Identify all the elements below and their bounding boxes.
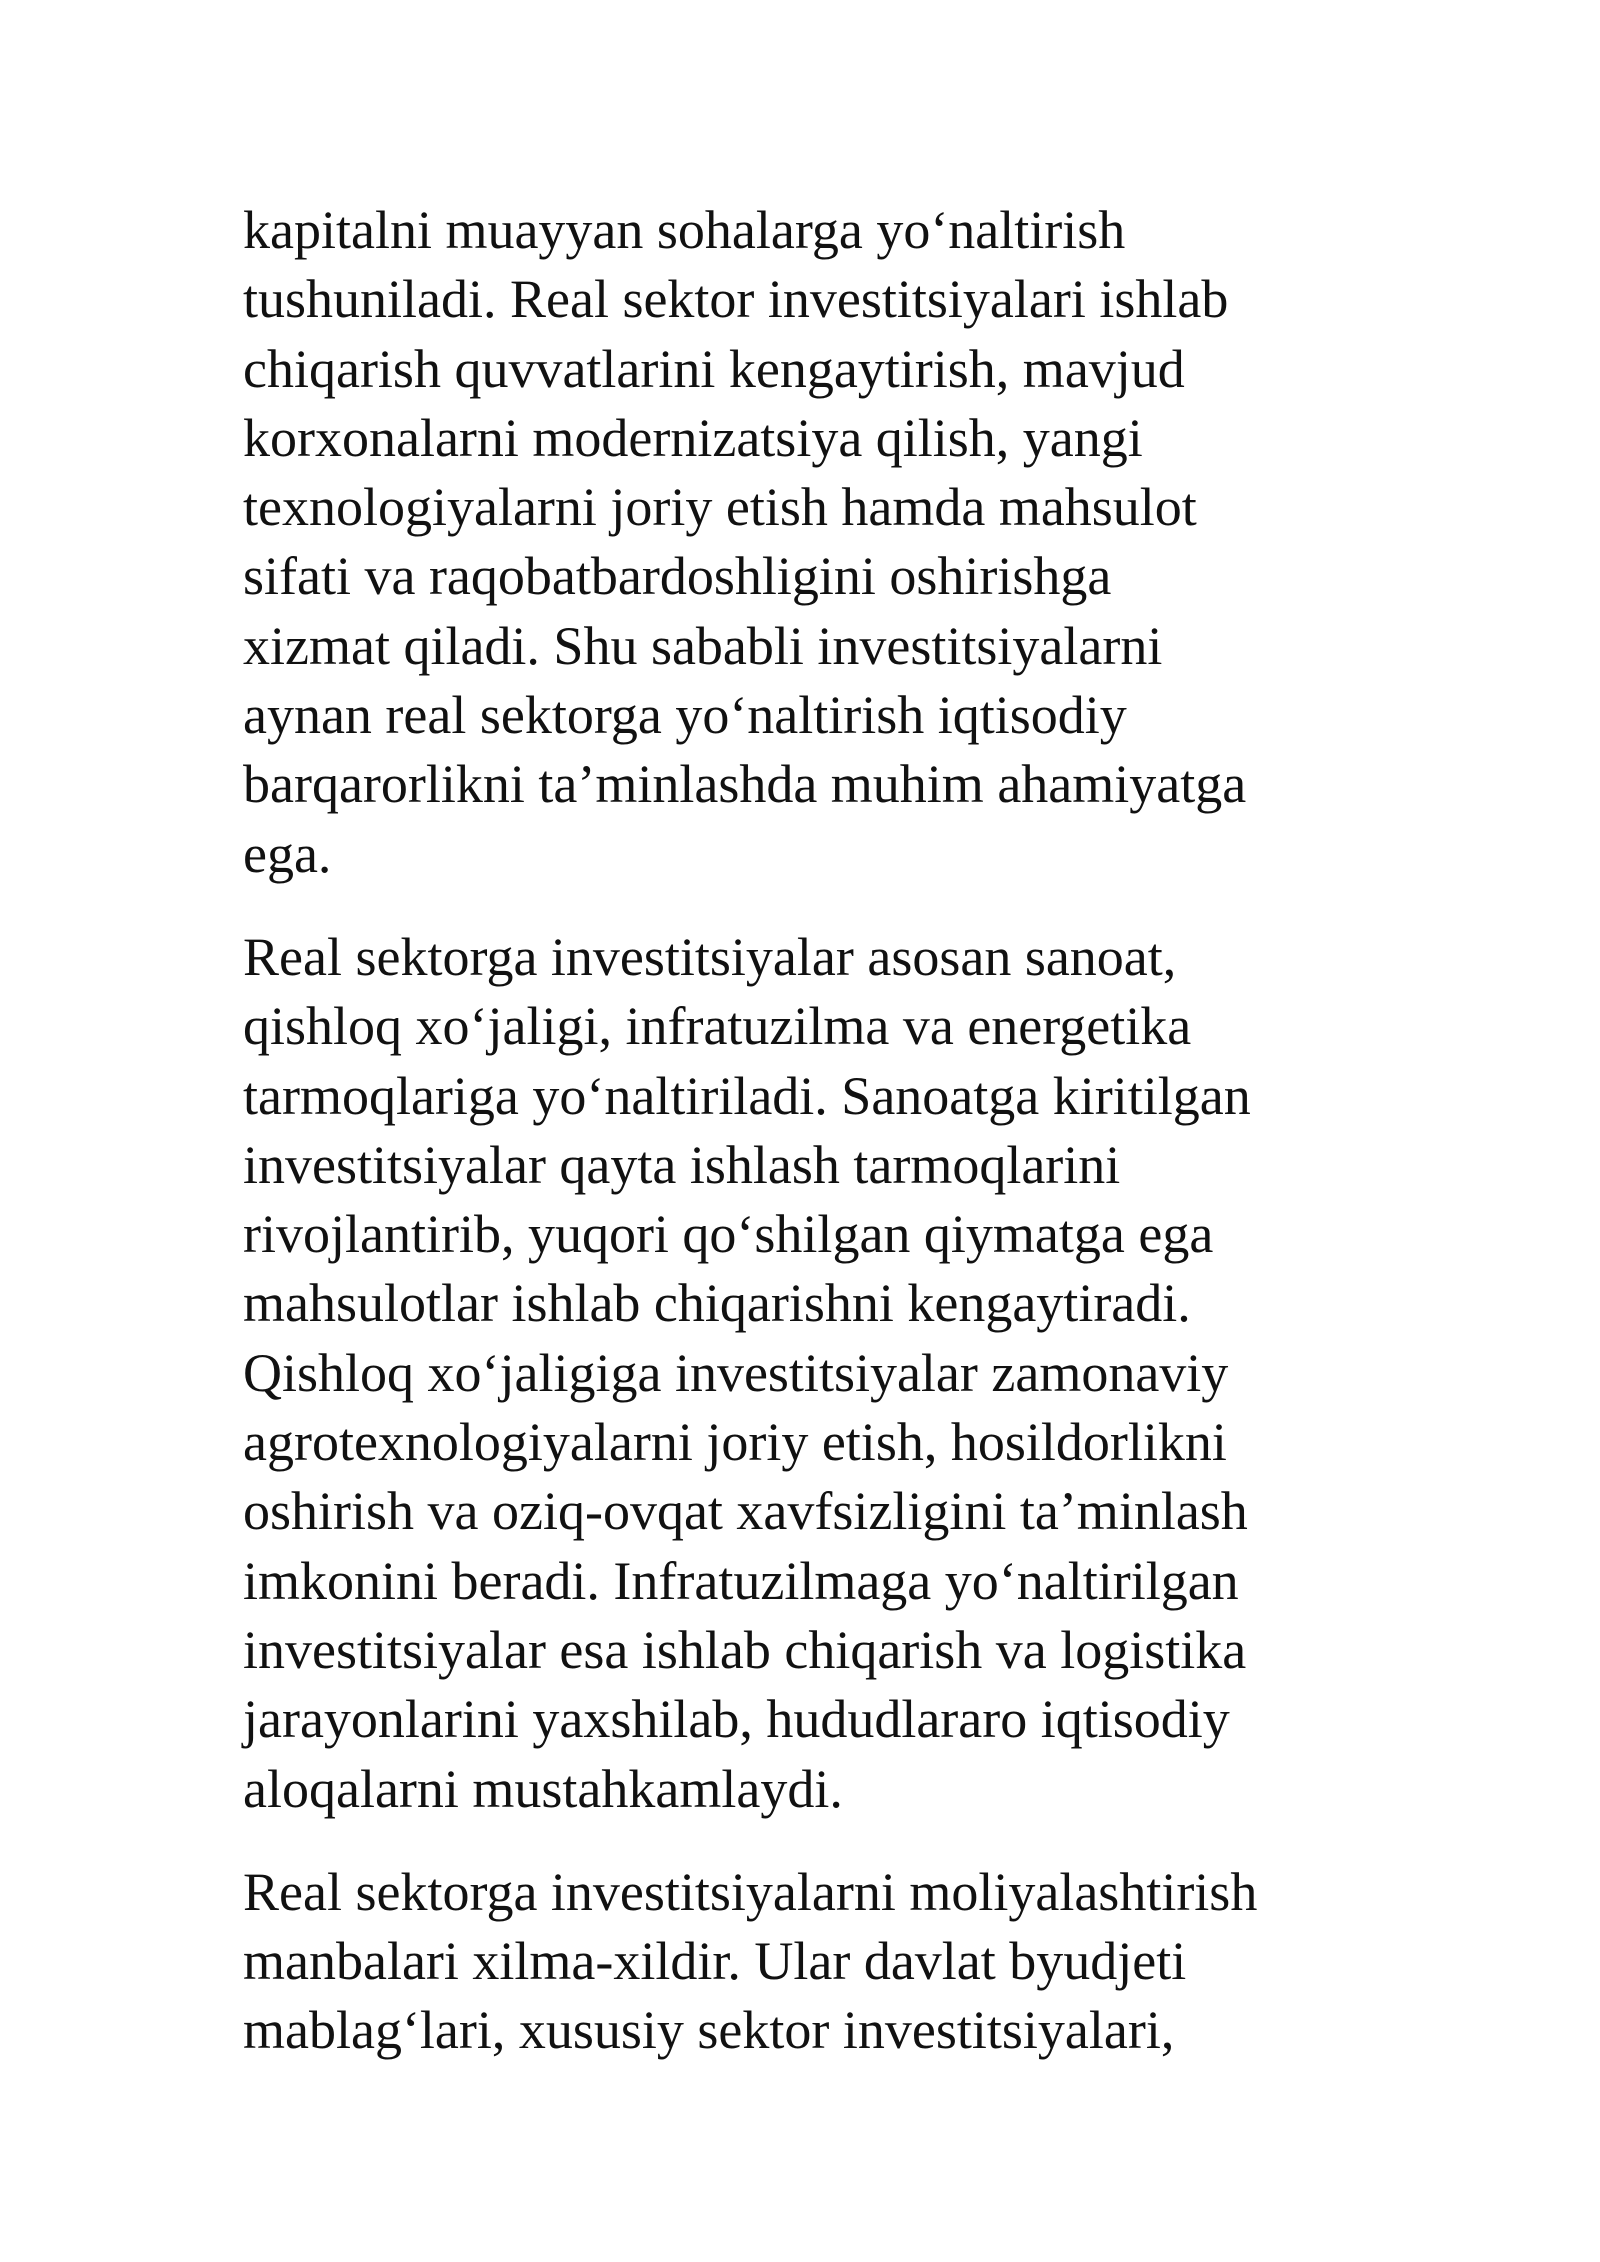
text-line: korxonalarni modernizatsiya qilish, yangi — [243, 407, 1143, 468]
text-line: barqarorlikni ta’minlashda muhim ahamiyatga — [243, 754, 1247, 815]
paragraph-2 — [243, 923, 1443, 1824]
text-line: investitsiyalar qayta ishlash tarmoqlarini — [243, 1134, 1121, 1195]
text-line: Real sektorga investitsiyalarni moliyalashtirish — [243, 1861, 1258, 1922]
text-line: tushuniladi. Real sektor investitsiyalari ishlab — [243, 269, 1229, 330]
text-line: xizmat qiladi. Shu sababli investitsiyalarni — [243, 615, 1163, 676]
text-line: texnologiyalarni joriy etish hamda mahsulot — [243, 477, 1197, 538]
text-line: ega. — [243, 823, 332, 884]
text-line: rivojlantirib, yuqori qo‘shilgan qiymatga ega — [243, 1204, 1214, 1265]
text-line: mablag‘lari, xususiy sektor investitsiyalari, — [243, 2000, 1175, 2061]
text-line: agrotexnologiyalarni joriy etish, hosildorlikni — [243, 1412, 1227, 1473]
paragraph-3 — [243, 1858, 1443, 2066]
text-line: mahsulotlar ishlab chiqarishni kengaytiradi. — [243, 1273, 1191, 1334]
text-line: kapitalni muayyan sohalarga yo‘naltirish — [243, 200, 1126, 260]
text-line: qishloq xo‘jaligi, infratuzilma va energetika — [243, 996, 1192, 1057]
text-line: chiqarish quvvatlarini kengaytirish, mavjud — [243, 338, 1185, 399]
text-line: imkonini beradi. Infratuzilmaga yo‘naltirilgan — [243, 1550, 1239, 1611]
text-line: jarayonlarini yaxshilab, hududlararo iqtisodiy — [243, 1689, 1230, 1750]
text-line: aynan real sektorga yo‘naltirish iqtisodiy — [243, 685, 1127, 746]
text-line: manbalari xilma-xildir. Ular davlat byudjeti — [243, 1931, 1187, 1992]
text-line: sifati va raqobatbardoshligini oshirishga — [243, 546, 1112, 607]
text-line: Qishloq xo‘jaligiga investitsiyalar zamonaviy — [243, 1342, 1229, 1403]
text-line: tarmoqlariga yo‘naltiriladi. Sanoatga kiritilgan — [243, 1065, 1251, 1126]
paragraph-1 — [243, 196, 1443, 889]
text-line: investitsiyalar esa ishlab chiqarish va logistika — [243, 1619, 1247, 1680]
document-body — [243, 196, 1443, 2066]
text-line: Real sektorga investitsiyalar asosan sanoat, — [243, 926, 1177, 987]
text-line: oshirish va oziq-ovqat xavfsizligini ta’minlash — [243, 1481, 1248, 1542]
text-line: aloqalarni mustahkamlaydi. — [243, 1758, 843, 1819]
